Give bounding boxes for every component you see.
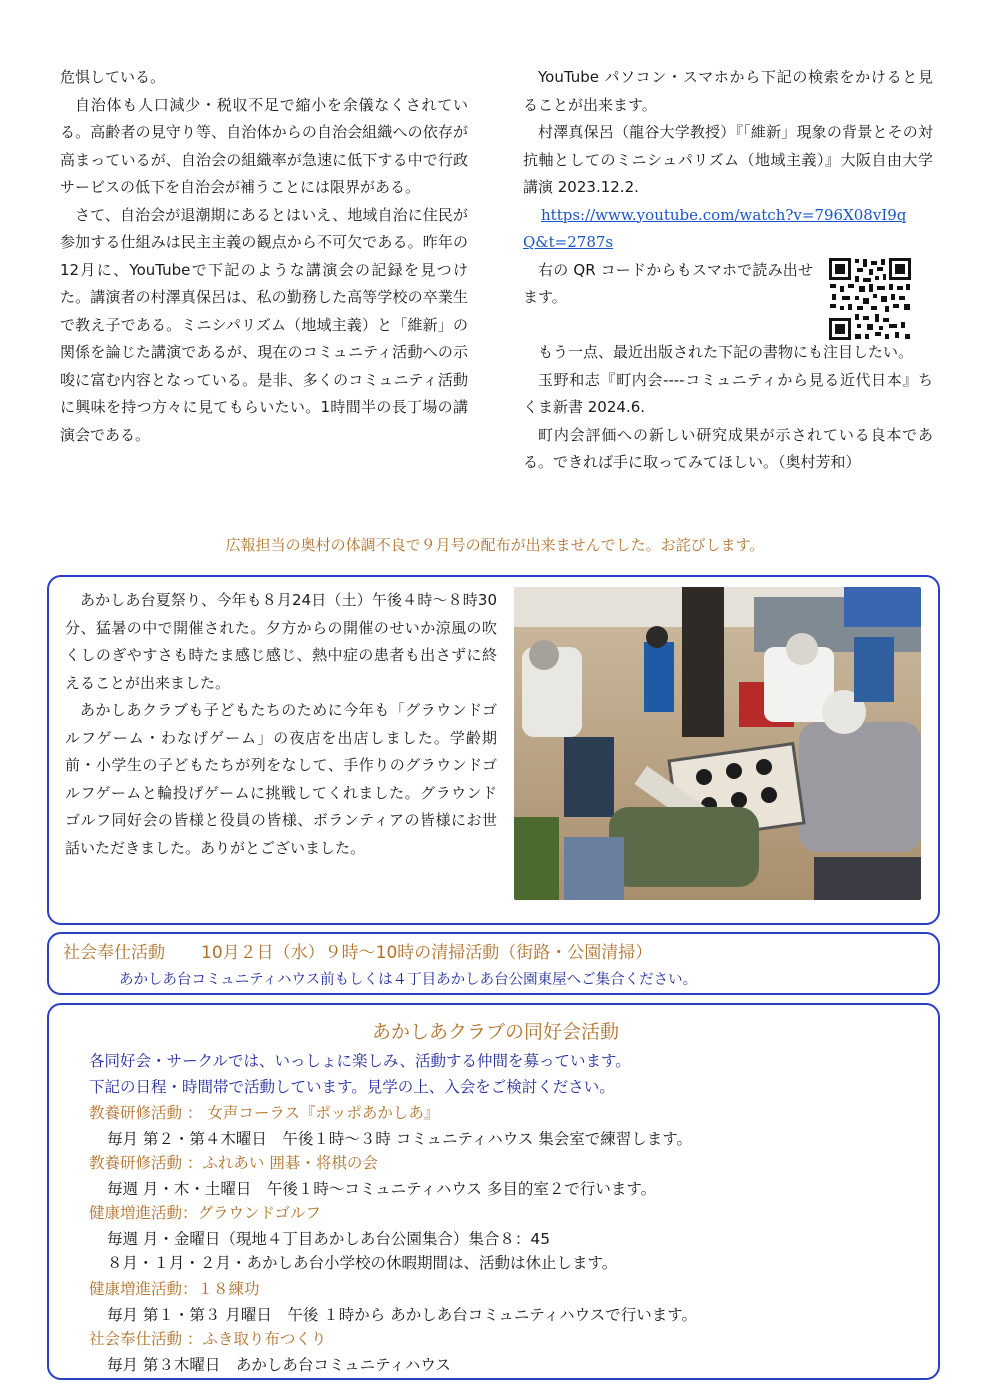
clubs-title: あかしあクラブの同好会活動: [371, 1021, 619, 1043]
club-detail-go-shogi: 毎週 月・木・土曜日 午後１時～コミュニティハウス 多目的室２で行います。: [107, 1180, 657, 1198]
summer-festival-box: [47, 575, 940, 925]
service-heading: [63, 938, 652, 963]
left-paragraph-2: 自治体も人口減少・税収不足で縮小を余儀なくされている。高齢者の見守り等、自治体からの自治会組織への依存が高まっているが、自治会の組織率が急速に低下する中で行政サービスの低下を自治会が補うことには限界がある。: [60, 95, 468, 196]
clubs-intro-2: 下記の日程・時間帯で活動しています。見学の上、入会をご検討ください。: [89, 1078, 615, 1096]
lecture-citation: 村澤真保呂（龍谷大学教授）『「維新」現象の背景とその対抗軸としてのミニシュパリズム（地域主義）』大阪自由大学講演 2023.12.2.: [523, 123, 933, 196]
service-meeting-place: あかしあ台コミュニティハウス前もしくは４丁目あかしあ台公園東屋へご集合ください。: [119, 972, 698, 988]
community-service-box: [47, 932, 940, 995]
club-detail-cloth-making: 毎月 第３木曜日 あかしあ台コミュニティハウス: [107, 1356, 451, 1374]
youtube-intro: YouTube パソコン・スマホから下記の検索をかけると見ることが出来ます。: [523, 68, 933, 114]
qr-row: [523, 257, 933, 312]
left-paragraph-1: 危惧している。: [60, 68, 166, 86]
club-detail-chorus: 毎月 第２・第４木曜日 午後１時～３時 コミュニティハウス 集会室で練習します。: [107, 1130, 693, 1148]
book-citation: 玉野和志『町内会----コミュニティから見る近代日本』ちくま新書 2024.6.: [523, 370, 933, 416]
right-column: [523, 64, 933, 477]
qr-code-icon[interactable]: [828, 257, 912, 341]
festival-text: [65, 587, 497, 862]
book-intro: もう一点、最近出版された下記の書物にも注目したい。: [538, 343, 914, 361]
youtube-url-line-1[interactable]: https://www.youtube.com/watch?v=796X08vI9q: [541, 205, 907, 224]
club-detail-18-renko: 毎月 第１・第３ 月曜日 午後 １時から あかしあ台コミュニティハウスで行います。: [107, 1306, 697, 1324]
festival-photo-image: [514, 587, 921, 900]
service-title: 社会奉仕活動: [63, 943, 165, 963]
festival-photo: [514, 587, 921, 900]
qr-note: 右の QR コードからもスマホで読み出せます。: [523, 260, 813, 306]
club-activities-box: [47, 1003, 940, 1380]
club-category-go-shogi: 教養研修活動 ：ふれあい 囲碁・将棋の会: [89, 1154, 378, 1172]
book-review: 町内会評価への新しい研究成果が示されている良本である。できれば手に取ってみてほしい。（奥村芳和）: [523, 425, 933, 471]
club-detail-ground-golf-1: 毎週 月・金曜日（現地４丁目あかしあ台公園集合）集合８：45: [107, 1230, 551, 1248]
club-category-ground-golf: 健康増進活動：グラウンドゴルフ: [89, 1204, 321, 1222]
left-paragraph-3: さて、自治会が退潮期にあるとはいえ、地域自治に住民が参加する仕組みは民主主義の観点から不可欠である。昨年の12月に、YouTubeで下記のような講演会の記録を見つけた。講演者の村澤真保呂は、私の勤務した高等学校の卒業生で教え子である。ミニシパリズム（地域主義）と「維新」の関係を論じた講演であるが、現在のコミュニティ活動への示唆に富む内容となっている。是非、多くのコミュニティ活動に興味を持つ方々に見てもらいたい。1時間半の長丁場の講演会である。: [60, 205, 468, 444]
club-detail-ground-golf-2: ８月・１月・２月・あかしあ台小学校の休暇期間は、活動は休止します。: [107, 1254, 618, 1272]
clubs-intro-1: 各同好会・サークルでは、いっしょに楽しみ、活動する仲間を募っています。: [89, 1052, 631, 1070]
service-schedule: 10月２日（水）９時～10時の清掃活動（街路・公園清掃）: [201, 943, 653, 963]
club-category-cloth-making: 社会奉仕活動 ：ふき取り布つくり: [89, 1330, 327, 1348]
youtube-url-line-2[interactable]: Q&t=2787s: [523, 233, 614, 251]
club-category-chorus: 教養研修活動 ： 女声コーラス『ポッポあかしあ』: [89, 1104, 440, 1122]
club-category-18-renko: 健康増進活動：１８練功: [89, 1280, 260, 1298]
apology-notice: 広報担当の奥村の体調不良で９月号の配布が出来ませんでした。お詫びします。: [225, 536, 765, 554]
festival-paragraph-1: あかしあ台夏祭り、今年も８月24日（土）午後４時～８時30分、猛暑の中で開催された。夕方からの開催のせいか涼風の吹くしのぎやすさも時たま感じ感じ、熱中症の患者も出さずに終えることが出来ました。: [65, 591, 497, 692]
youtube-link-cont[interactable]: [523, 229, 933, 257]
festival-paragraph-2: あかしあクラブも子どもたちのために今年も「グラウンドゴルフゲーム・わなげゲーム」の夜店を出店しました。学齢期前・小学生の子どもたちが列をなして、手作りのグラウンドゴルフゲームと輪投げゲームに挑戦してくれました。グラウンドゴルフ同好会の皆様と役員の皆様、ボランティアの皆様にお世話いただきました。ありがとございました。: [65, 701, 497, 857]
left-column: [60, 64, 468, 449]
youtube-link[interactable]: [523, 202, 933, 230]
